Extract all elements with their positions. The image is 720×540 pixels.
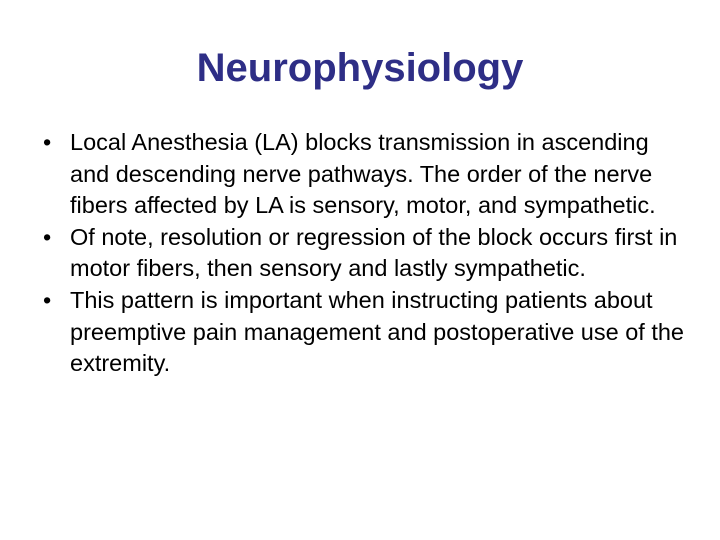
bullet-text: This pattern is important when instructing patients about preemptive pain management and postoperative use of the extremity. — [70, 286, 685, 377]
bullet-dot-icon: • — [43, 223, 52, 250]
bullet-dot-icon: • — [43, 129, 52, 155]
bullet-item — [43, 285, 693, 380]
bullet-text: Local Anesthesia (LA) blocks transmission in ascending and descending nerve pathways. The order of the nerve fibers affected by LA is sensory, motor, and sympathetic. — [70, 129, 656, 219]
bullet-list — [43, 127, 693, 380]
bullet-item — [43, 127, 693, 222]
bullet-text: Of note, resolution or regression of the block occurs first in motor fibers, then sensory and lastly sympathetic. — [70, 223, 678, 282]
bullet-item — [43, 222, 693, 285]
slide-title: Neurophysiology — [196, 46, 524, 90]
bullet-dot-icon: • — [43, 286, 52, 313]
